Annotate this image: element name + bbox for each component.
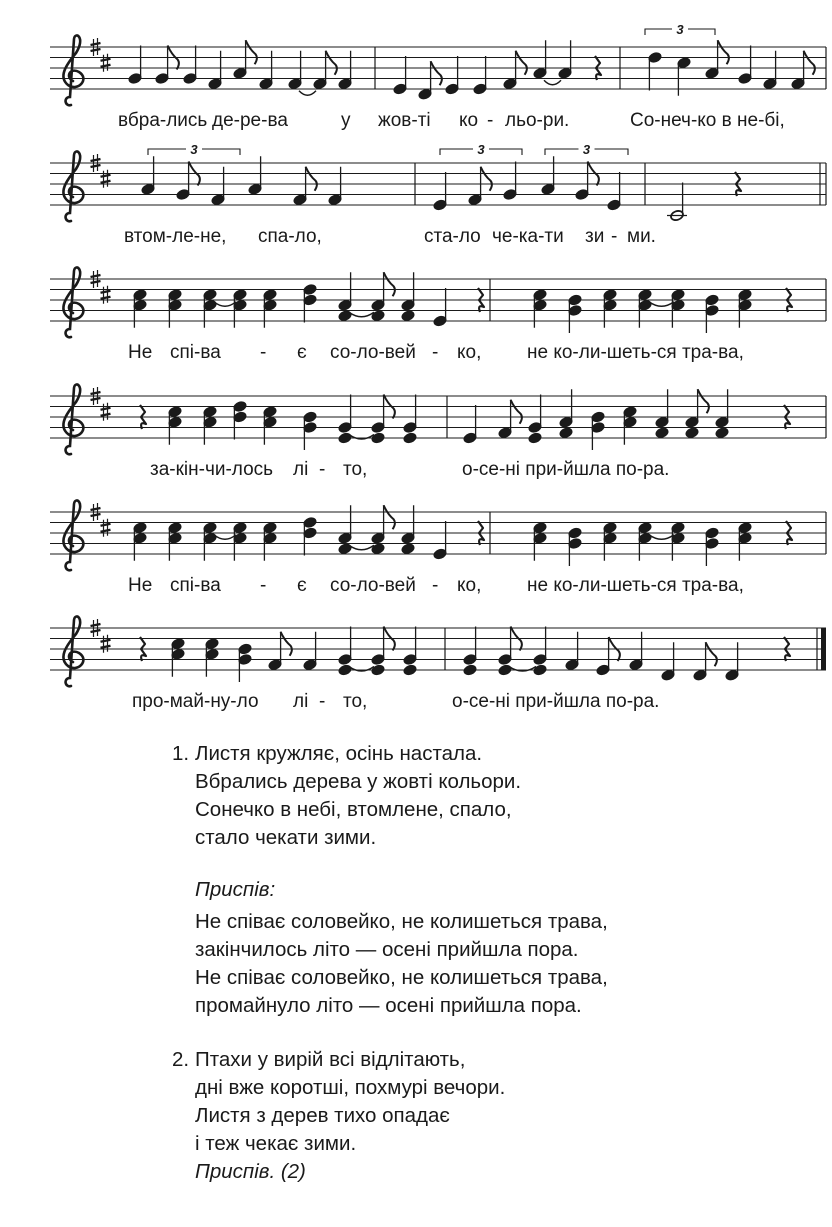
note-head	[463, 627, 478, 666]
lyric-syllable: не ко-ли-шеть-ся тра-ва,	[527, 575, 744, 596]
lyric-syllable: ста-ло	[424, 226, 481, 247]
tie	[214, 302, 236, 307]
treble-clef-icon	[63, 151, 83, 221]
note-head	[338, 627, 353, 666]
lyric-syllable: за-кін-чи-лось	[150, 459, 274, 480]
tie	[349, 312, 374, 317]
lyric-syllable: о-се-ні при-йшла по-ра.	[452, 691, 660, 712]
note-head	[248, 156, 263, 195]
lyric-syllable: со-ло-вей	[330, 575, 416, 596]
verse-line: Листя кружляє, осінь настала.	[195, 742, 483, 765]
note-head	[338, 272, 353, 311]
note-head	[338, 395, 353, 434]
note-head	[725, 642, 740, 681]
note-head	[498, 400, 513, 439]
note-head	[433, 521, 448, 560]
notes-group	[133, 272, 792, 333]
chorus	[172, 876, 792, 1020]
sharp-icon	[101, 635, 111, 653]
note-head	[371, 543, 386, 555]
note-head	[328, 167, 343, 206]
note-head	[738, 46, 753, 85]
lyric-syllable: то,	[343, 691, 368, 712]
note-head	[155, 46, 170, 85]
chorus-line: закінчилось літо — осені прийшла пора.	[195, 938, 579, 961]
lyric-syllable: -	[260, 342, 267, 363]
note-head	[338, 505, 353, 544]
tuplet-number: 3	[676, 22, 684, 37]
note-head	[667, 183, 687, 222]
lyric-syllable: де-ре-ва	[212, 110, 288, 131]
lyric-syllable: спі-ва	[170, 342, 221, 363]
note-flag	[481, 167, 492, 191]
note-head	[303, 632, 318, 671]
note-flag	[706, 642, 717, 666]
lyric-syllable: у	[341, 110, 351, 131]
note-flag	[516, 51, 527, 75]
note-head	[371, 505, 386, 544]
verse-line: Сонечко в небі, втомлене, спало,	[195, 798, 512, 821]
note-flag	[431, 61, 442, 85]
chorus-title: Приспів:	[195, 878, 276, 901]
lyric-syllable: не ко-ли-шеть-ся тра-ва,	[527, 342, 744, 363]
lyric-syllable: Не	[128, 575, 153, 596]
chorus-line: Не співає соловейко, не колишеться трава,	[195, 910, 608, 933]
note-head	[401, 505, 416, 544]
tie	[649, 302, 674, 307]
note-head	[259, 51, 274, 90]
treble-clef-icon	[63, 500, 83, 570]
note-head	[661, 642, 676, 681]
final-barline	[821, 628, 826, 670]
note-head	[533, 627, 548, 666]
notes-group	[133, 505, 792, 566]
note-head	[338, 432, 353, 444]
note-head	[503, 51, 518, 90]
treble-clef-icon	[63, 267, 83, 337]
note-head	[677, 57, 692, 96]
note-head	[463, 405, 478, 444]
treble-clef-icon	[63, 35, 83, 105]
chorus-line: Не співає соловейко, не колишеться трава,	[195, 966, 608, 989]
note-head	[705, 40, 720, 79]
note-head	[685, 427, 700, 439]
lyric-syllable: Со-неч-ко в не-бі,	[630, 110, 785, 131]
note-head	[655, 389, 670, 428]
note-head	[183, 46, 198, 85]
sharp-icon	[101, 286, 111, 304]
lyric-syllable: є	[297, 342, 307, 363]
note-head	[313, 51, 328, 90]
lyric-syllable: ко,	[457, 575, 482, 596]
note-head	[503, 162, 518, 201]
lyric-syllable: -	[432, 575, 439, 596]
note-head	[541, 156, 556, 195]
chorus-line: промайнуло літо — осені прийшла пора.	[195, 994, 582, 1017]
note-head	[433, 288, 448, 327]
note-flag	[281, 632, 292, 656]
lyric-syllable: че-ка-ти	[492, 226, 564, 247]
note-head	[403, 627, 418, 666]
tuplet-bracket	[440, 142, 522, 157]
note-flag	[698, 389, 709, 413]
lyric-syllable: -	[319, 691, 326, 712]
note-head	[371, 432, 386, 444]
treble-clef-icon	[63, 384, 83, 454]
verse-line: і теж чекає зими.	[195, 1132, 357, 1155]
sharp-icon	[101, 519, 111, 537]
tuplet-bracket	[645, 22, 715, 37]
lyric-syllable: ми.	[627, 226, 656, 247]
note-head	[176, 162, 191, 201]
note-head	[596, 637, 611, 676]
note-head	[528, 395, 543, 434]
note-head	[288, 51, 303, 90]
note-head	[565, 632, 580, 671]
lyric-syllable: -	[319, 459, 326, 480]
verse-1	[172, 740, 792, 852]
note-head	[128, 46, 143, 85]
treble-clef-icon	[63, 616, 83, 686]
note-head	[433, 172, 448, 211]
lyric-syllable: -	[260, 575, 267, 596]
note-flag	[246, 40, 257, 64]
note-head	[401, 543, 416, 555]
note-head	[371, 627, 386, 666]
note-head	[233, 40, 248, 79]
note-head	[268, 632, 283, 671]
tuplet-number: 3	[190, 142, 198, 157]
note-head	[468, 167, 483, 206]
note-flag	[306, 167, 317, 191]
verse-line: дні вже коротші, похмурі вечори.	[195, 1076, 506, 1099]
note-head	[763, 51, 778, 90]
lyric-syllable: -	[432, 342, 439, 363]
lyric-syllable: є	[297, 575, 307, 596]
verse-number: 1.	[172, 742, 190, 765]
note-head	[211, 167, 226, 206]
note-head	[208, 51, 223, 90]
note-head	[371, 272, 386, 311]
verse-number: 2.	[172, 1048, 190, 1071]
notes-group	[141, 142, 741, 222]
chorus-repeat: Приспів. (2)	[195, 1160, 306, 1183]
tuplet-number: 3	[477, 142, 485, 157]
note-head	[558, 40, 573, 79]
note-head	[393, 56, 408, 95]
lyric-syllable: ко	[459, 110, 479, 131]
note-head	[559, 427, 574, 439]
note-head	[418, 61, 433, 100]
verse-line: стало чекати зими.	[195, 826, 377, 849]
note-head	[715, 389, 730, 428]
sharp-icon	[101, 54, 111, 72]
note-head	[401, 272, 416, 311]
note-head	[528, 432, 543, 444]
notes-group	[140, 627, 790, 683]
lyric-syllable: -	[611, 226, 618, 247]
note-flag	[384, 505, 395, 529]
note-head	[403, 395, 418, 434]
note-head	[293, 167, 308, 206]
note-head	[371, 310, 386, 322]
staff-system	[50, 151, 826, 221]
note-head	[648, 51, 663, 90]
note-flag	[804, 51, 815, 75]
note-head	[338, 310, 353, 322]
lyric-syllable: льо-ри.	[505, 110, 570, 131]
lyric-syllable: то,	[343, 459, 368, 480]
note-head	[715, 427, 730, 439]
note-head	[498, 664, 513, 676]
note-head	[338, 51, 353, 90]
note-head	[473, 56, 488, 95]
note-flag	[718, 40, 729, 64]
lyric-syllable: втом-ле-не,	[124, 226, 227, 247]
note-head	[338, 543, 353, 555]
lyric-syllable: лі	[293, 691, 309, 712]
lyric-syllable: спі-ва	[170, 575, 221, 596]
tie	[214, 535, 236, 540]
lyric-syllable: зи	[585, 226, 605, 247]
lyric-syllable: о-се-ні при-йшла по-ра.	[462, 459, 670, 480]
note-head	[401, 310, 416, 322]
sharp-icon	[101, 170, 111, 188]
note-head	[141, 156, 156, 195]
lyric-syllable: -	[487, 110, 494, 131]
lyric-syllable: вбра-лись	[118, 110, 208, 131]
note-head	[575, 162, 590, 201]
note-head	[533, 40, 548, 79]
note-head	[403, 664, 418, 676]
note-head	[463, 664, 478, 676]
note-flag	[384, 272, 395, 296]
note-head	[559, 389, 574, 428]
note-head	[371, 664, 386, 676]
note-head	[693, 642, 708, 681]
lyric-syllable: про-май-ну-ло	[132, 691, 259, 712]
note-flag	[326, 51, 337, 75]
note-head	[498, 627, 513, 666]
lyric-syllable: Не	[128, 342, 153, 363]
notes-group	[140, 389, 790, 450]
staff-system	[50, 616, 826, 686]
tie	[349, 545, 374, 550]
tie	[299, 91, 316, 96]
tuplet-bracket	[545, 142, 628, 157]
lyric-syllable: ко,	[457, 342, 482, 363]
note-head	[655, 427, 670, 439]
tie	[544, 80, 561, 85]
tuplet-number: 3	[582, 142, 591, 157]
lyric-syllable: спа-ло,	[258, 226, 322, 247]
tuplet-bracket	[148, 142, 240, 157]
song-text	[172, 740, 792, 1210]
tie	[649, 535, 674, 540]
lyric-syllable: жов-ті	[378, 110, 431, 131]
note-flag	[511, 400, 522, 424]
verse-line: Вбрались дерева у жовті кольори.	[195, 770, 522, 793]
note-head	[403, 432, 418, 444]
staff-system	[50, 384, 826, 454]
verse-line: Листя з дерев тихо опадає	[195, 1104, 450, 1127]
lyric-syllable: со-ло-вей	[330, 342, 416, 363]
verse-line: Птахи у вирій всі відлітають,	[195, 1048, 466, 1071]
note-head	[445, 56, 460, 95]
note-head	[371, 395, 386, 434]
note-head	[685, 389, 700, 428]
note-head	[533, 664, 548, 676]
note-head	[629, 632, 644, 671]
note-head	[791, 51, 806, 90]
note-head	[338, 664, 353, 676]
note-head	[607, 172, 622, 211]
lyric-syllable: лі	[293, 459, 309, 480]
sharp-icon	[101, 403, 111, 421]
verse-2	[172, 1046, 792, 1186]
